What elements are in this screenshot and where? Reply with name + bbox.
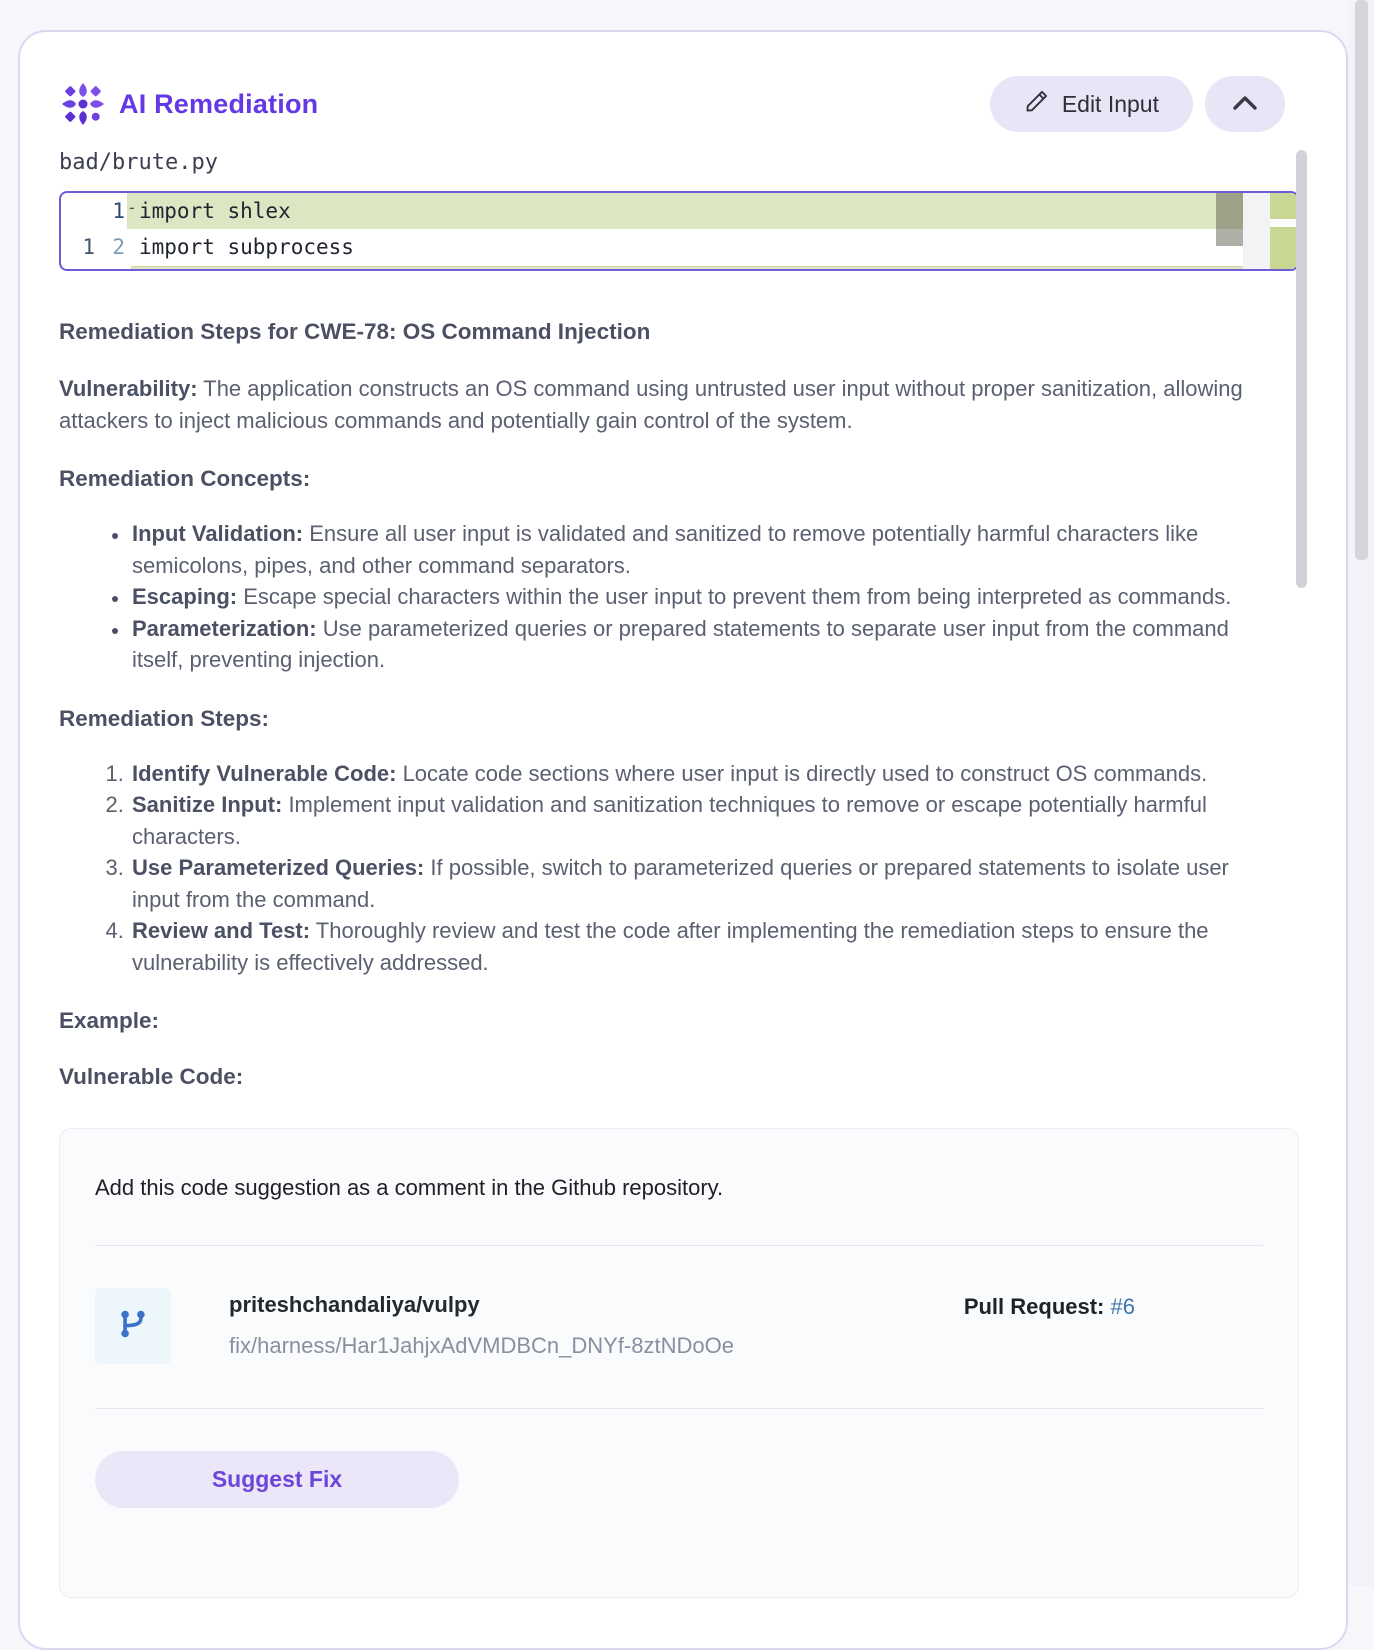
list-item: • Escaping: Escape special characters within the user input to prevent them from being interpreted as commands.	[130, 581, 1281, 613]
example-heading: Example:	[59, 1008, 160, 1033]
pull-request-label: Pull Request:	[963, 1294, 1105, 1319]
divider	[95, 1245, 1263, 1246]
content-scrollbar-thumb[interactable]	[1296, 150, 1307, 588]
list-item: • Input Validation: Ensure all user input is validated and sanitized to remove potentially harmful characters like semicolons, pipes, and other command separators.	[130, 518, 1281, 581]
new-line-number: 2	[112, 235, 125, 259]
suggest-fix-button[interactable]: Suggest Fix	[95, 1451, 459, 1508]
suggestion-description: Add this code suggestion as a comment in the Github repository.	[95, 1175, 724, 1200]
list-item: 1. Identify Vulnerable Code: Locate code sections where user input is directly used to construct OS commands.	[130, 758, 1281, 790]
chevron-up-icon	[1231, 94, 1259, 115]
pull-request-link[interactable]: #6	[1110, 1294, 1135, 1319]
repo-row	[95, 1288, 1263, 1364]
github-suggestion-card	[59, 1128, 1299, 1598]
diff-scrollbar-thumb[interactable]	[1216, 193, 1243, 246]
diff-line-added	[61, 193, 1297, 229]
window-scrollbar-thumb[interactable]	[1355, 0, 1368, 560]
ai-remediation-panel	[18, 30, 1348, 1650]
steps-list	[59, 758, 1281, 979]
collapse-button[interactable]	[1205, 76, 1285, 132]
list-item: 2. Sanitize Input: Implement input validation and sanitization techniques to remove or escape potentially harmful characters.	[130, 789, 1281, 852]
diff-change-minimap	[1270, 193, 1297, 269]
old-line-number	[61, 193, 99, 229]
vulnerable-code-heading: Vulnerable Code:	[59, 1064, 244, 1089]
panel-title: AI Remediation	[119, 88, 319, 119]
concepts-list	[59, 518, 1281, 676]
list-item: 3. Use Parameterized Queries: If possible, switch to parameterized queries or prepared statements to isolate user input from the command.	[130, 852, 1281, 915]
diff-scrollbar-track[interactable]	[1243, 193, 1270, 269]
remediation-content	[59, 319, 1299, 1090]
panel-header	[59, 76, 1299, 132]
steps-heading: Remediation Steps:	[59, 705, 270, 731]
pull-request-block	[964, 1288, 1135, 1364]
repo-name: priteshchandaliya/vulpy	[229, 1292, 480, 1317]
edit-input-button[interactable]	[990, 76, 1193, 132]
remediation-heading: Remediation Steps for CWE-78: OS Command Injection	[59, 319, 651, 344]
concepts-heading: Remediation Concepts:	[59, 466, 311, 491]
file-path-label: bad/brute.py	[59, 150, 218, 175]
list-item: • Parameterization: Use parameterized queries or prepared statements to separate user input from the command itself, preventing injection.	[130, 613, 1281, 676]
list-item: 4. Review and Test: Thoroughly review and test the code after implementing the remediation steps to ensure the vulnerability is effectively addressed.	[130, 915, 1281, 978]
window-scrollbar[interactable]	[1348, 0, 1374, 1586]
code-line: import shlex	[139, 199, 291, 223]
divider	[95, 1408, 1263, 1409]
branch-name: fix/harness/Har1JahjxAdVMDBCn_DNYf-8ztNDoOe	[229, 1333, 734, 1358]
code-line: import subprocess	[139, 235, 354, 259]
vulnerability-paragraph: Vulnerability: The application constructs an OS command using untrusted user input without proper sanitization, allowing attackers to inject malicious commands and potentially gain control of the system.	[59, 376, 1243, 433]
diff-next-change-sliver	[131, 266, 1243, 269]
diff-line-context	[61, 229, 1297, 265]
ai-remediation-logo-icon	[59, 80, 107, 128]
repo-icon-box	[95, 1288, 171, 1364]
diff-marker: -	[127, 198, 137, 217]
edit-input-label: Edit Input	[1061, 90, 1159, 117]
new-line-number: 1	[112, 199, 125, 223]
git-branch-icon	[114, 1305, 152, 1348]
pencil-icon	[1024, 88, 1050, 120]
old-line-number: 1	[82, 235, 95, 259]
code-diff-viewer[interactable]	[59, 191, 1299, 271]
